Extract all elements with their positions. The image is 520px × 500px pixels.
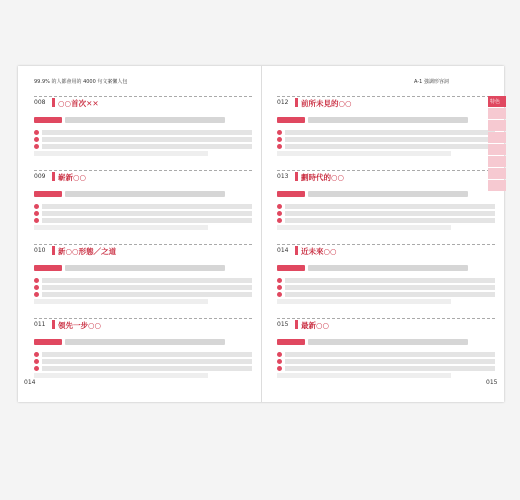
entry-body — [34, 185, 252, 230]
side-tab[interactable] — [488, 120, 506, 131]
title-marker — [295, 98, 298, 107]
entry-number: 015 — [277, 321, 289, 328]
entry-010 — [34, 244, 252, 318]
left-running-head: 99.9% 的人都會用的 4000 句文案懶人包 — [34, 79, 128, 85]
entry-title: 近未來○○ — [301, 247, 337, 256]
title-marker — [52, 172, 55, 181]
side-tab[interactable] — [488, 156, 506, 167]
right-running-head: A-1 強調形容詞 — [414, 79, 449, 85]
entry-body — [277, 185, 495, 230]
entry-body — [34, 259, 252, 304]
title-marker — [52, 246, 55, 255]
entry-body — [34, 333, 252, 378]
entry-number: 010 — [34, 247, 46, 254]
entry-015 — [277, 318, 498, 392]
side-tab-active[interactable] — [488, 96, 506, 107]
entry-009 — [34, 170, 252, 244]
side-index-tabs — [488, 96, 506, 192]
left-page-column — [34, 96, 252, 392]
title-marker — [295, 320, 298, 329]
entry-title: 劃時代的○○ — [301, 173, 345, 182]
right-page-number: 015 — [486, 379, 498, 386]
entry-title: 最新○○ — [301, 321, 330, 330]
side-tab[interactable] — [488, 144, 506, 155]
entry-008 — [34, 96, 252, 170]
entry-body — [277, 111, 495, 156]
side-tab[interactable] — [488, 180, 506, 191]
side-tab-label: 特色 — [490, 99, 501, 105]
title-marker — [52, 320, 55, 329]
entry-body — [277, 259, 495, 304]
entry-number: 011 — [34, 321, 46, 328]
entry-title: ○○首次✕✕ — [58, 99, 99, 108]
page-spine — [261, 66, 262, 402]
entry-number: 012 — [277, 99, 289, 106]
entry-number: 008 — [34, 99, 46, 106]
title-marker — [295, 246, 298, 255]
entry-body — [34, 111, 252, 156]
entry-number: 014 — [277, 247, 289, 254]
book-spread — [18, 66, 504, 402]
entry-013 — [277, 170, 495, 244]
title-marker — [295, 172, 298, 181]
entry-title: 領先一步○○ — [58, 321, 102, 330]
entry-011 — [34, 318, 252, 392]
side-tab[interactable] — [488, 132, 506, 143]
entry-012 — [277, 96, 495, 170]
side-tab[interactable] — [488, 108, 506, 119]
title-marker — [52, 98, 55, 107]
entry-number: 009 — [34, 173, 46, 180]
entry-title: 前所未見的○○ — [301, 99, 352, 108]
side-tab[interactable] — [488, 168, 506, 179]
left-page-number: 014 — [24, 379, 36, 386]
entry-body — [277, 333, 495, 378]
entry-title: 嶄新○○ — [58, 173, 87, 182]
entry-014 — [277, 244, 495, 318]
entry-number: 013 — [277, 173, 289, 180]
entry-title: 新○○形態／之道 — [58, 247, 117, 256]
